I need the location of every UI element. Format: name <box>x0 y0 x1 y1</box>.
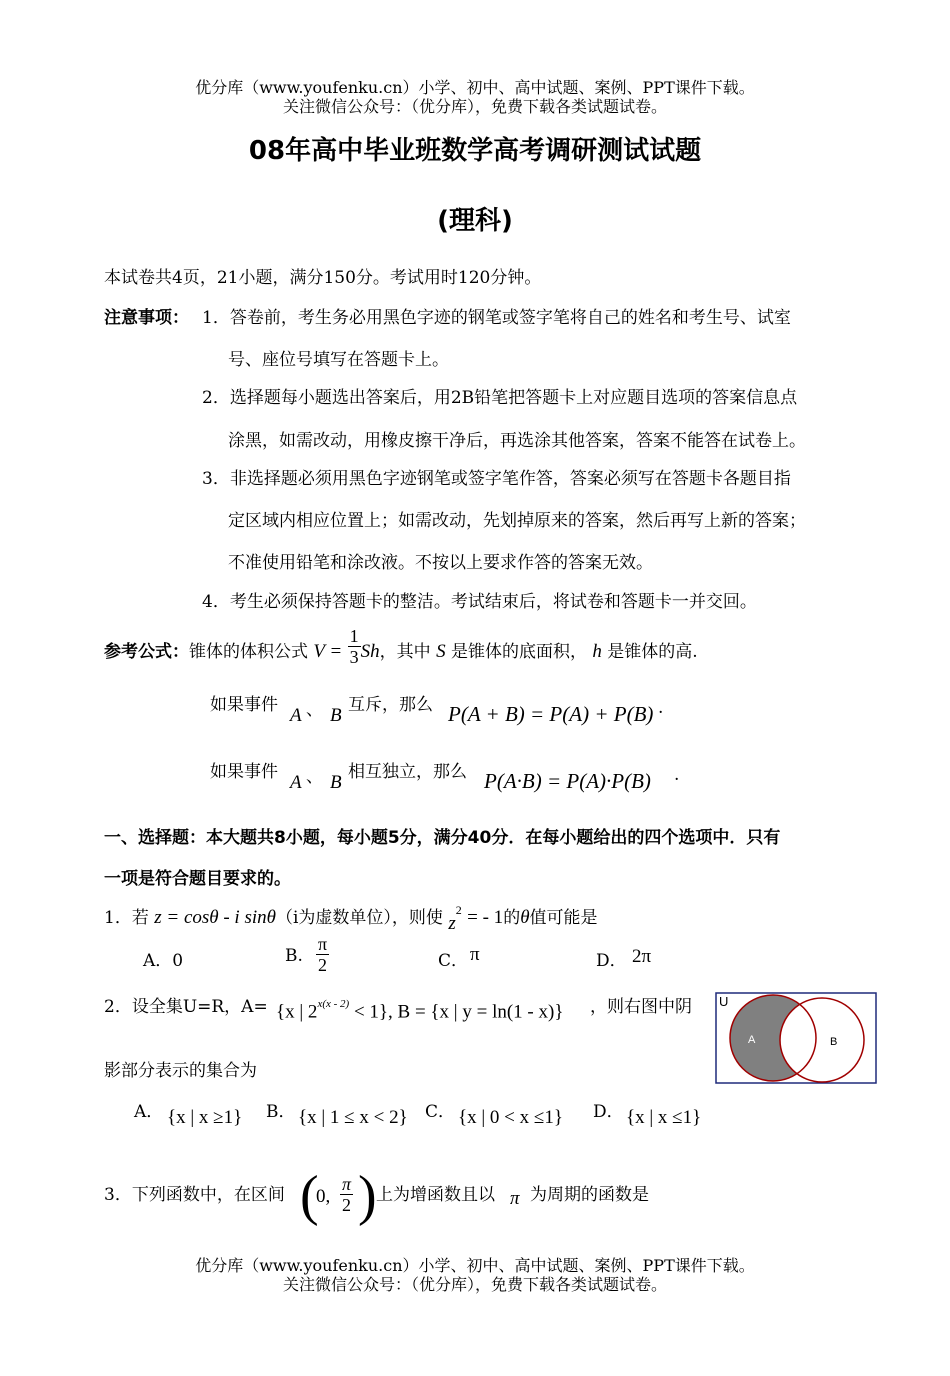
q2-exponent: x(x - 2) <box>317 998 350 1010</box>
mutex-text: 互斥，那么 <box>348 695 433 715</box>
q2-option-b-label: B． <box>266 1102 296 1122</box>
q3-right-paren: ) <box>358 1165 377 1227</box>
q1-sup: 2 <box>455 903 462 918</box>
q2-option-c-label: C． <box>425 1102 456 1122</box>
q1-expr: z = cosθ - i sinθ <box>154 907 276 928</box>
note-2-line-1: 2．选择题每小题选出答案后，用2B铅笔把答题卡上对应题目选项的答案信息点 <box>202 388 798 408</box>
formula-v-eq: V = <box>313 641 343 662</box>
q3-interval-frac-wrap <box>340 1174 353 1215</box>
indep-formula: P(A·B) = P(A)·P(B) <box>484 769 651 793</box>
formula-text-2: ，其中 <box>379 642 431 662</box>
note-4: 4．考生必须保持答题卡的整洁。考试结束后，将试卷和答题卡一并交回。 <box>202 592 757 612</box>
q1-stem <box>104 903 598 934</box>
formula-text-1: 锥体的体积公式 <box>189 642 308 662</box>
section-1-line-1: 一、选择题：本大题共8小题，每小题5分，满分40分．在每小题给出的四个选项中．只有 <box>104 828 781 848</box>
q1-theta: θ <box>520 907 530 928</box>
q2-set-expr <box>276 998 564 1023</box>
q1-mid: （i为虚数单位），则使 <box>275 908 443 928</box>
venn-label-a: A <box>748 1034 756 1046</box>
q1-option-b-label: B. <box>285 946 303 966</box>
q2-option-b-value: {x | 1 ≤ x < 2} <box>298 1107 408 1128</box>
indep-prefix: 如果事件 <box>210 762 278 782</box>
q2-option-d-value: {x | x ≤1} <box>626 1107 702 1128</box>
note-3-line-1: 3．非选择题必须用黑色字迹钢笔或签字笔作答，答案必须写在答题卡各题目指 <box>202 469 791 489</box>
indep-b: B <box>330 772 342 793</box>
mutex-sep: 、 <box>306 700 323 720</box>
page-title: 08年高中毕业班数学高考调研测试试题 <box>248 136 702 166</box>
footer-line-1: 优分库（www.youfenku.cn）小学、初中、高中试题、案例、PPT课件下载。 <box>195 1256 755 1275</box>
mutex-b: B <box>330 705 342 726</box>
indep-a: A <box>290 772 302 793</box>
mutex-a: A <box>290 705 302 726</box>
note-3-line-3: 不准使用铅笔和涂改液。不按以上要求作答的答案无效。 <box>228 553 653 573</box>
venn-diagram <box>715 992 877 1084</box>
note-3-line-2: 定区域内相应位置上；如需改动，先划掉原来的答案，然后再写上新的答案； <box>228 511 806 531</box>
venn-label-b: B <box>830 1036 838 1048</box>
formula-s: S <box>436 641 446 662</box>
intro-text: 本试卷共4页，21小题，满分150分。考试用时120分钟。 <box>104 268 542 288</box>
q1-option-c-value: π <box>470 944 480 965</box>
q1-option-b-frac <box>316 934 329 975</box>
formula-h: h <box>592 641 602 662</box>
q2-option-d-label: D． <box>593 1102 624 1122</box>
note-1-line-1: 1．答卷前，考生务必用黑色字迹的钢笔或签字笔将自己的姓名和考生号、试室 <box>202 308 791 328</box>
q1-option-b-fraction <box>316 934 329 975</box>
indep-text: 相互独立，那么 <box>348 762 467 782</box>
formula-frac-den: 3 <box>349 647 359 667</box>
indep-sep: 、 <box>306 767 323 787</box>
q1-option-b-num: π <box>318 934 328 954</box>
mutex-dot: . <box>658 698 664 718</box>
q1-option-d-value: 2π <box>632 946 652 967</box>
q2-line-2: 影部分表示的集合为 <box>104 1061 257 1081</box>
q2-option-a-value: {x | x ≥1} <box>167 1107 243 1128</box>
header-line-1: 优分库（www.youfenku.cn）小学、初中、高中试题、案例、PPT课件下载。 <box>195 78 755 97</box>
q3-left-paren: ( <box>300 1165 319 1227</box>
q3-interval-den: 2 <box>342 1195 352 1215</box>
q3-pi: π <box>510 1188 520 1209</box>
q1-option-c-label: C． <box>438 951 469 971</box>
q2-prefix: 2．设全集U=R，A= <box>104 997 268 1017</box>
q1-prefix: 1．若 <box>104 908 149 928</box>
formula-label: 参考公式： <box>104 642 189 662</box>
q2-set-tail: < 1}, B = {x | y = ln(1 - x)} <box>353 1001 564 1023</box>
q1-suffix: 的 <box>503 908 521 928</box>
q2-suffix: ，则右图中阴 <box>590 997 692 1017</box>
q3-mid: 上为增函数且以 <box>376 1185 495 1205</box>
q3-prefix: 3．下列函数中，在区间 <box>104 1185 285 1205</box>
notes-label: 注意事项： <box>104 308 189 328</box>
page-subtitle: (理科) <box>437 206 513 236</box>
formula-frac-num: 1 <box>349 626 359 646</box>
header-line-2: 关注微信公众号：（优分库），免费下载各类试题试卷。 <box>282 97 667 116</box>
formula-sh: Sh <box>360 641 380 662</box>
q3-interval-num: π <box>342 1174 352 1194</box>
q1-option-d-label: D． <box>596 951 627 971</box>
formula-line <box>104 626 698 667</box>
q1-z: z <box>448 913 456 934</box>
note-2-line-2: 涂黑，如需改动，用橡皮擦干净后，再选涂其他答案，答案不能答在试卷上。 <box>228 431 806 451</box>
formula-fraction <box>348 626 361 667</box>
indep-dot: . <box>674 765 680 785</box>
q1-option-b-den: 2 <box>318 955 328 975</box>
formula-text-4: 是锥体的高. <box>607 642 698 662</box>
footer-line-2: 关注微信公众号：（优分库），免费下载各类试题试卷。 <box>282 1275 667 1294</box>
venn-label-u: U <box>719 994 729 1009</box>
q1-option-a: A．0 <box>143 951 184 971</box>
section-1-line-2: 一项是符合题目要求的。 <box>104 869 291 889</box>
q3-interval-start: 0, <box>316 1186 331 1207</box>
q3-interval-fraction <box>340 1174 353 1215</box>
q1-tail: 值可能是 <box>529 908 598 928</box>
q2-option-c-value: {x | 0 < x ≤1} <box>458 1107 563 1128</box>
mutex-formula: P(A + B) = P(A) + P(B) <box>448 702 654 726</box>
q1-eq: = - 1 <box>467 907 504 928</box>
q3-suffix: 为周期的函数是 <box>530 1185 649 1205</box>
formula-text-3: 是锥体的底面积， <box>450 642 587 662</box>
note-1-line-2: 号、座位号填写在答题卡上。 <box>228 350 449 370</box>
q2-option-a-label: A． <box>134 1102 164 1122</box>
mutex-prefix: 如果事件 <box>210 695 278 715</box>
q2-set-a: {x | 2 <box>276 1001 318 1023</box>
